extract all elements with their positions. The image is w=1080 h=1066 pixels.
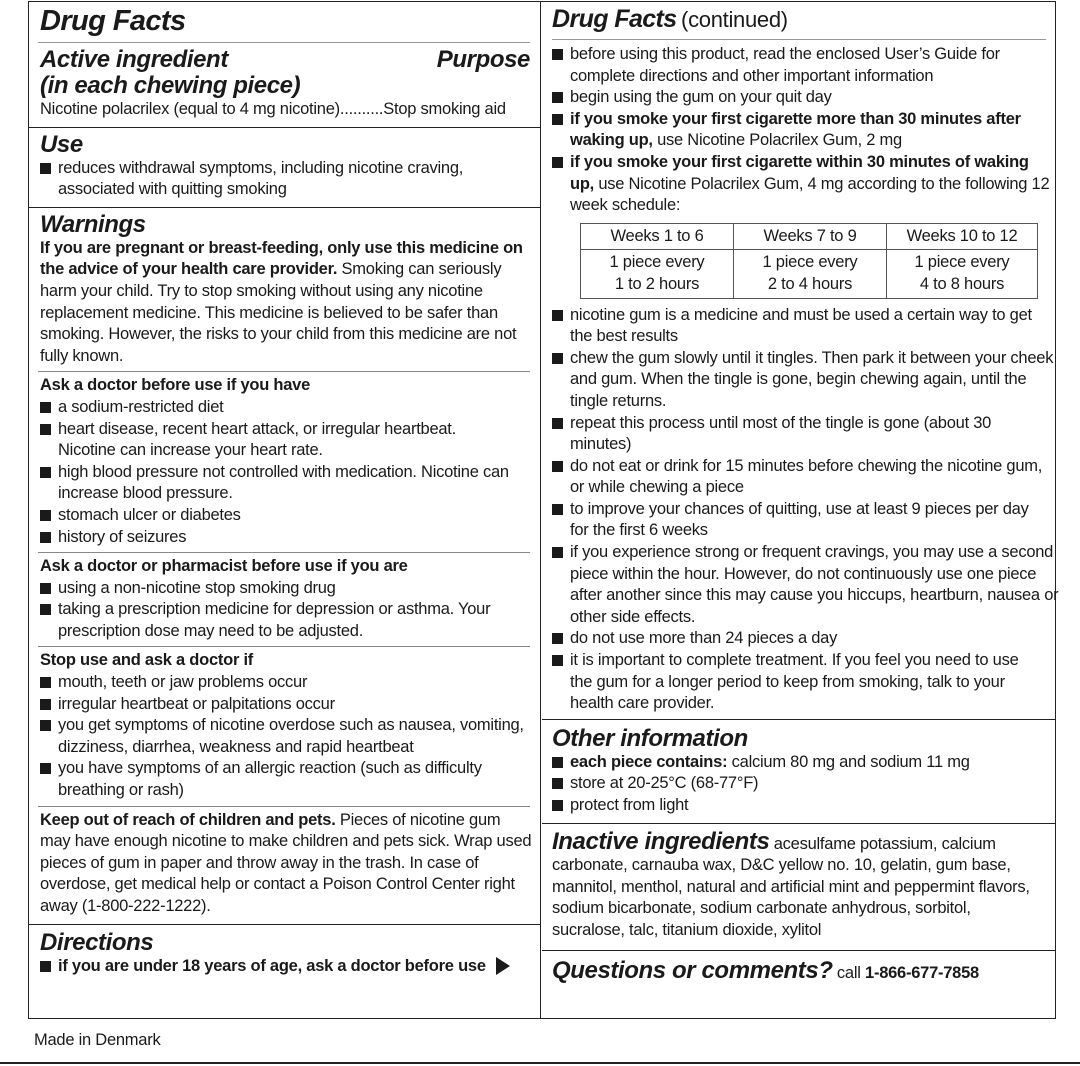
directions-item-text: use Nicotine Polacrilex Gum, 2 mg (652, 131, 902, 150)
warnings-body: Smoking can seriously harm your child. Try to stop smoking without using any nicotine replacement medicine. This medicine is believed to be safer than smoking. However, the risks to your child from this medicine are not fully known. (40, 260, 517, 365)
other-info-item: protect from light (552, 795, 1046, 817)
cell-line: 1 to 2 hours (614, 274, 700, 293)
cell-line: 1 piece every (609, 253, 705, 272)
right-column (542, 1, 1059, 984)
keep-out-text (40, 810, 532, 918)
other-info-item: store at 20-25°C (68-77°F) (552, 773, 1046, 795)
list-item: high blood pressure not controlled with medication. Nicotine can increase blood pressure. (40, 462, 533, 505)
directions-item: to improve your chances of quitting, use at least 9 pieces per day for the first 6 weeks (552, 499, 1050, 542)
other-info-bold: each piece contains: (570, 752, 728, 771)
directions-item-bold: if you smoke your first cigarette more than 30 minutes after waking up, (570, 109, 1021, 150)
other-info-item (552, 752, 1046, 774)
directions-item: nicotine gum is a medicine and must be used a certain way to get the best results (552, 305, 1050, 348)
left-column (28, 1, 540, 977)
drug-facts-title-continued: Drug Facts (552, 5, 677, 33)
directions-item-text: use Nicotine Polacrilex Gum, 4 mg according to the following 12 week schedule: (570, 174, 1050, 215)
warnings-heading: Warnings (40, 210, 146, 238)
ask-doctor-heading: Ask a doctor before use if you have (40, 376, 310, 395)
list-item: taking a prescription medicine for depression or asthma. Your prescription dose may need to be adjusted. (40, 599, 538, 642)
list-item: using a non-nicotine stop smoking drug (40, 578, 530, 600)
keep-out-bold: Keep out of reach of children and pets. (40, 810, 336, 829)
use-heading: Use (40, 130, 83, 158)
other-information-heading: Other information (552, 724, 748, 752)
active-ingredient-heading (40, 46, 530, 73)
inactive-ingredients (552, 827, 1042, 942)
stop-use-heading: Stop use and ask a doctor if (40, 651, 254, 670)
directions-item: do not eat or drink for 15 minutes before chewing the nicotine gum, or while chewing a piece (552, 456, 1050, 499)
drug-facts-title: Drug Facts (40, 5, 186, 37)
continue-arrow-icon (496, 957, 510, 975)
continued-label: (continued) (681, 7, 788, 32)
list-item: a sodium-restricted diet (40, 397, 530, 419)
list-item: mouth, teeth or jaw problems occur (40, 672, 530, 694)
table-cell: Weeks 1 to 6 (581, 223, 734, 250)
directions-item: begin using the gum on your quit day (552, 87, 1046, 109)
warnings-bold: If you are pregnant or breast-feeding, only use this medicine on the advice of your health care provider. (40, 238, 523, 279)
purpose-label: Purpose (436, 46, 530, 73)
cell-line: 2 to 4 hours (767, 274, 853, 293)
active-ingredient-label: Active ingredient (40, 46, 228, 73)
directions-item (552, 109, 1040, 152)
warnings-text (40, 238, 532, 368)
directions-item: chew the gum slowly until it tingles. Then park it between your cheek and gum. When the tingle is gone, begin chewing again, until the tingle returns. (552, 348, 1055, 413)
column-divider (540, 1, 541, 1019)
phone-number[interactable]: 1-866-677-7858 (865, 963, 979, 982)
table-cell (734, 250, 887, 298)
other-info-text: calcium 80 mg and sodium 11 mg (727, 752, 970, 771)
directions-item (40, 956, 530, 978)
cell-line: 4 to 8 hours (919, 274, 1005, 293)
inactive-ingredients-heading: Inactive ingredients (552, 827, 770, 855)
cell-line: 1 piece every (762, 253, 858, 272)
per-piece-label: (in each chewing piece) (40, 72, 301, 99)
questions-line (552, 956, 1046, 985)
list-item: heart disease, recent heart attack, or irregular heartbeat. Nicotine can increase your heart rate. (40, 419, 508, 462)
made-in-label: Made in Denmark (34, 1031, 161, 1049)
directions-item: repeat this process until most of the tingle is gone (about 30 minutes) (552, 413, 1020, 456)
list-item: history of seizures (40, 527, 530, 549)
use-item: reduces withdrawal symptoms, including nicotine craving, associated with quitting smoking (40, 158, 498, 201)
table-row (581, 250, 1038, 298)
directions-item: do not use more than 24 pieces a day (552, 628, 1046, 650)
table-cell: Weeks 10 to 12 (887, 223, 1038, 250)
questions-heading: Questions or comments? (552, 956, 833, 984)
bottom-border (0, 1062, 1080, 1064)
list-item: you get symptoms of nicotine overdose such as nausea, vomiting, dizziness, diarrhea, weakness and rapid heartbeat (40, 715, 528, 758)
directions-item: if you experience strong or frequent cravings, you may use a second piece within the hour. However, do not continuously use one piece after another since this may cause you hiccups, heartburn, nausea or other side effects. (552, 542, 1060, 628)
table-header-row (581, 223, 1038, 250)
directions-item: it is important to complete treatment. If you feel you need to use the gum for a longer period to keep from smoking, talk to your health care provider. (552, 650, 1045, 715)
list-item: stomach ulcer or diabetes (40, 505, 530, 527)
cell-line: 1 piece every (914, 253, 1010, 272)
continued-title (552, 7, 1046, 39)
inactive-ingredients-list: acesulfame potassium, calcium carbonate, carnauba wax, D&C yellow no. 10, gelatin, gum base, mannitol, menthol, natural and artificial mint and peppermint flavors, sodium bicarbonate, sodium carbonate anhydrous, sorbitol, sucralose, talc, titanium dioxide, xylitol (552, 834, 1030, 939)
table-cell: Weeks 7 to 9 (734, 223, 887, 250)
dosing-schedule-table (580, 223, 1038, 299)
ask-pharmacist-heading: Ask a doctor or pharmacist before use if you are (40, 557, 408, 576)
list-item: irregular heartbeat or palpitations occur (40, 694, 530, 716)
table-cell (581, 250, 734, 298)
directions-item: before using this product, read the enclosed User’s Guide for complete directions and other important information (552, 44, 1040, 87)
directions-item-bold: if you smoke your first cigarette within 30 minutes of waking up, (570, 152, 1029, 193)
call-label: call (832, 963, 866, 982)
directions-item (552, 152, 1050, 217)
table-cell (887, 250, 1038, 298)
ingredient-line: Nicotine polacrilex (equal to 4 mg nicotine)..........Stop smoking aid (40, 100, 506, 118)
keep-out-body: Pieces of nicotine gum may have enough nicotine to make children and pets sick. Wrap used pieces of gum in paper and throw away in the trash. In case of overdose, get medical help or contact a Poison Control Center right away (1-800-222-1222). (40, 810, 532, 915)
list-item: you have symptoms of an allergic reaction (such as difficulty breathing or rash) (40, 758, 528, 801)
directions-first-item: if you are under 18 years of age, ask a doctor before use (58, 956, 486, 975)
directions-heading: Directions (40, 928, 154, 956)
